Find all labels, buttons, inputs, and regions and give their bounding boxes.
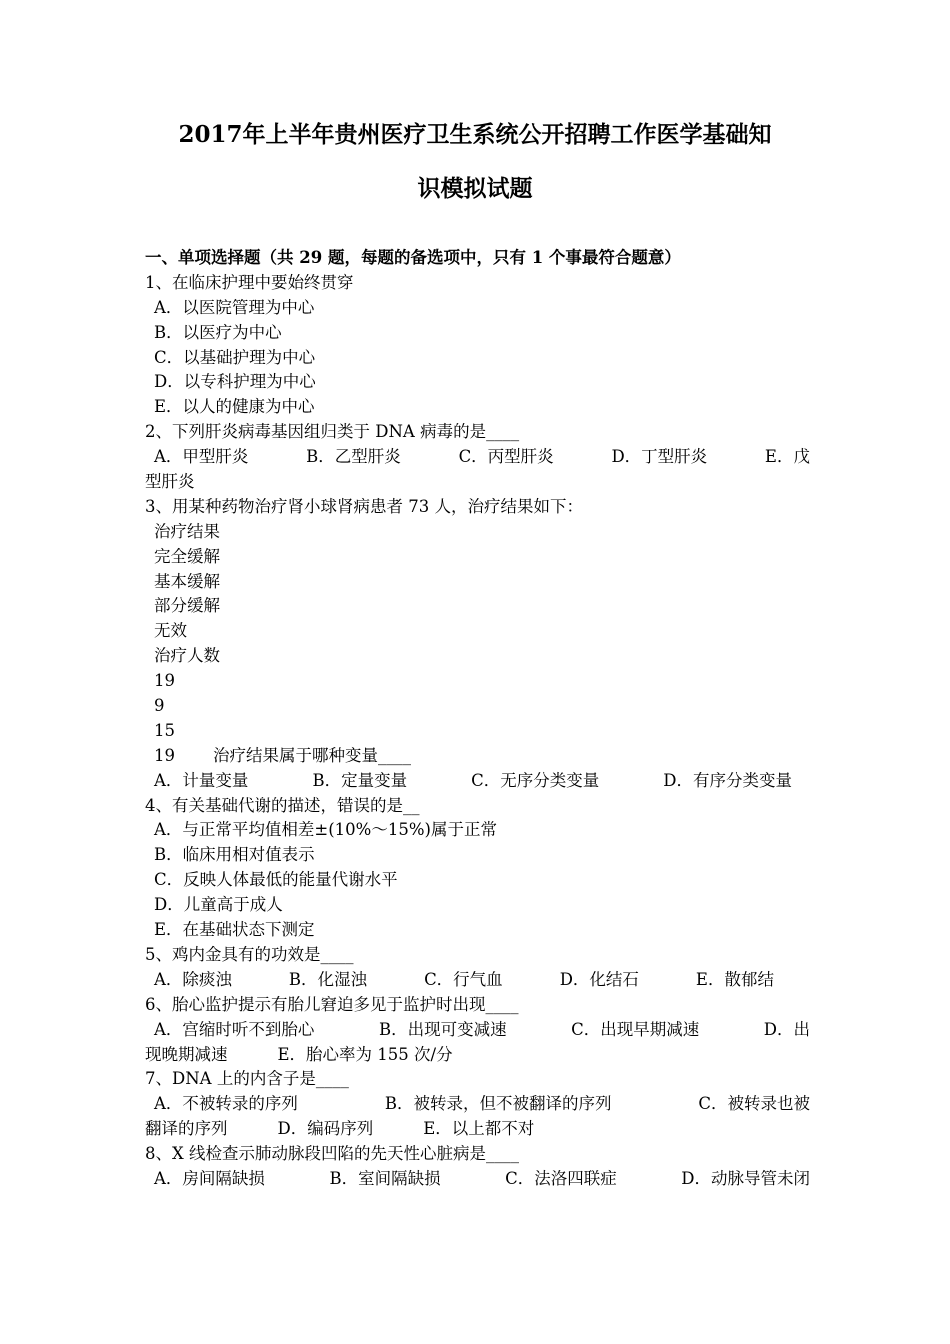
- question-7-option-c-continued: 翻译的序列: [145, 1119, 228, 1139]
- question-7-stem: 7、DNA 上的内含子是____: [145, 1069, 349, 1089]
- document-body: [145, 246, 810, 1192]
- table-cell-count-3: 15: [154, 720, 175, 740]
- question-1-option-e: E．以人的健康为中心: [154, 397, 315, 417]
- table-cell-count-4: 19: [154, 745, 175, 765]
- question-2-option-b: B．乙型肝炎: [306, 447, 401, 467]
- question-4-option-b: B．临床用相对值表示: [154, 845, 315, 865]
- question-6-option-e: E．胎心率为 155 次/分: [277, 1044, 453, 1064]
- question-8-stem: 8、X 线检查示肺动脉段凹陷的先天性心脏病是____: [145, 1144, 519, 1164]
- question-3-question-line: [145, 744, 810, 769]
- question-7-options-continued: [145, 1117, 810, 1142]
- question-7-option-e: E．以上都不对: [423, 1119, 535, 1139]
- question-1-option-d: D．以专科护理为中心: [154, 372, 316, 392]
- question-3-stem: 3、用某种药物治疗肾小球肾病患者 73 人，治疗结果如下：: [145, 496, 583, 516]
- document-title-line-1: 2017年上半年贵州医疗卫生系统公开招聘工作医学基础知: [178, 121, 772, 148]
- question-3-question: 治疗结果属于哪种变量____: [213, 745, 411, 765]
- question-2-options: [145, 445, 810, 470]
- question-3-option-c: C．无序分类变量: [471, 770, 600, 790]
- question-8-option-d: D．动脉导管未闭: [681, 1168, 810, 1188]
- question-7-option-a: A．不被转录的序列: [154, 1094, 298, 1114]
- question-6-option-d-continued: 现晚期减速: [145, 1044, 228, 1064]
- question-5-options: [145, 968, 810, 993]
- question-2-option-c: C．丙型肝炎: [458, 447, 554, 467]
- question-2-stem: 2、下列肝炎病毒基因组归类于 DNA 病毒的是____: [145, 422, 520, 442]
- section-heading: 一、单项选择题（共 29 题，每题的备选项中，只有 1 个事最符合题意）: [145, 248, 681, 267]
- question-3-options: [145, 769, 810, 794]
- table-cell-complete-remission: 完全缓解: [154, 546, 220, 566]
- question-2-option-e-continued: 型肝炎: [145, 472, 195, 492]
- question-2-option-d: D．丁型肝炎: [611, 447, 708, 467]
- question-7-option-d: D．编码序列: [277, 1119, 374, 1139]
- question-4-option-d: D．儿童高于成人: [154, 895, 283, 915]
- table-cell-basic-remission: 基本缓解: [154, 571, 220, 591]
- question-6-options: [145, 1018, 810, 1043]
- question-4-option-c: C．反映人体最低的能量代谢水平: [154, 870, 398, 890]
- question-7-option-b: B．被转录，但不被翻译的序列: [384, 1094, 612, 1114]
- question-5-stem: 5、鸡内金具有的功效是____: [145, 944, 354, 964]
- question-5-option-c: C．行气血: [424, 969, 503, 989]
- question-5-option-a: A．除痰浊: [154, 969, 232, 989]
- question-7-options: [145, 1092, 810, 1117]
- question-3-option-a: A．计量变量: [154, 770, 249, 790]
- question-1-option-a: A．以医院管理为中心: [154, 297, 315, 317]
- question-8-option-c: C．法洛四联症: [505, 1168, 617, 1188]
- question-3-option-d: D．有序分类变量: [663, 770, 792, 790]
- question-8-option-a: A．房间隔缺损: [154, 1168, 265, 1188]
- question-1-option-c: C．以基础护理为中心: [154, 347, 316, 367]
- table-cell-count-1: 19: [154, 671, 175, 691]
- question-8-option-b: B．室间隔缺损: [329, 1168, 441, 1188]
- question-7-option-c: C．被转录也被: [698, 1094, 810, 1114]
- question-6-options-continued: [145, 1043, 810, 1068]
- question-5-option-d: D．化结石: [559, 969, 639, 989]
- document-title-line-2: 识模拟试题: [417, 175, 533, 202]
- table-cell-count-header: 治疗人数: [154, 646, 220, 666]
- question-2-option-e: E．戊: [764, 447, 810, 467]
- question-8-options: [145, 1167, 810, 1192]
- question-6-stem: 6、胎心监护提示有胎儿窘迫多见于监护时出现____: [145, 994, 519, 1014]
- question-1-stem: 1、在临床护理中要始终贯穿: [145, 272, 354, 292]
- question-6-option-a: A．宫缩时听不到胎心: [154, 1019, 315, 1039]
- table-cell-result-header: 治疗结果: [154, 521, 220, 541]
- question-2-option-a: A．甲型肝炎: [154, 447, 249, 467]
- table-cell-no-effect: 无效: [154, 621, 187, 641]
- question-4-option-a: A．与正常平均值相差±(10%～15%)属于正常: [154, 820, 497, 840]
- question-3-option-b: B．定量变量: [312, 770, 408, 790]
- question-4-option-e: E．在基础状态下测定: [154, 920, 315, 940]
- question-1-option-b: B．以医疗为中心: [154, 322, 282, 342]
- question-5-option-e: E．散郁结: [695, 969, 774, 989]
- question-6-option-b: B．出现可变减速: [378, 1019, 507, 1039]
- question-5-option-b: B．化湿浊: [288, 969, 368, 989]
- question-6-option-c: C．出现早期减速: [571, 1019, 700, 1039]
- question-4-stem: 4、有关基础代谢的描述，错误的是__: [145, 795, 420, 815]
- question-6-option-d: D．出: [763, 1019, 810, 1039]
- table-cell-count-2: 9: [154, 696, 165, 716]
- table-cell-partial-remission: 部分缓解: [154, 596, 220, 616]
